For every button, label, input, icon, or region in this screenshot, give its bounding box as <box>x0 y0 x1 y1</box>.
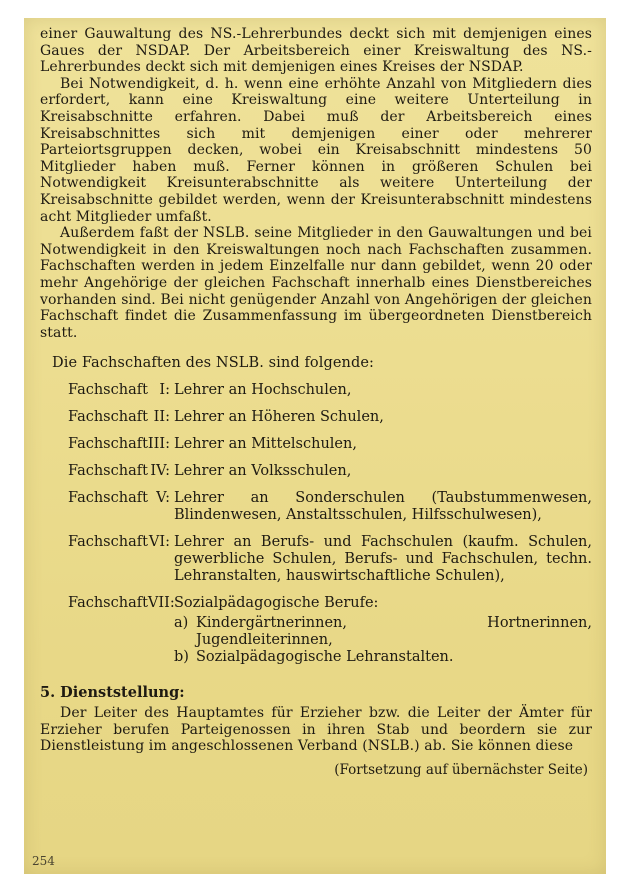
continuation-note: (Fortsetzung auf übernächster Seite) <box>334 762 588 779</box>
fachschaft-label: Fachschaft IV: <box>40 463 174 480</box>
sozialpaedagogik-sublist <box>174 615 592 666</box>
paragraph-dienststellung: Der Leiter des Hauptamtes für Erzieher bzw. die Leiter der Ämter für Erzieher berufen Parteigenossen in ihren Stab und beordern sie zur Dienstleistung im angeschlossenen Verband (NSLB.) ab. Sie können diese <box>40 705 592 755</box>
page-content <box>40 26 592 778</box>
fachschaft-description: Lehrer an Mittelschulen, <box>174 436 357 453</box>
fachschaft-number: II: <box>153 409 170 426</box>
fachschaft-description: Lehrer an Hochschulen, <box>174 382 352 399</box>
fachschaft-description: Lehrer an Volksschulen, <box>174 463 352 480</box>
fachschaft-item <box>40 534 592 585</box>
fachschaft-description: Lehrer an Berufs- und Fachschulen (kaufm. Schulen, gewerbliche Schulen, Berufs- und Fachschulen, techn. Lehranstalten, hauswirtschaftliche Schulen), <box>174 534 592 585</box>
fachschaften-intro: Die Fachschaften des NSLB. sind folgende: <box>52 355 375 372</box>
fachschaft-description: Lehrer an Höheren Schulen, <box>174 409 384 426</box>
sublist-item <box>174 649 592 666</box>
fachschaft-label: Fachschaft VII: <box>40 595 174 666</box>
fachschaft-item <box>40 382 592 399</box>
fachschaft-label: Fachschaft VI: <box>40 534 174 585</box>
fachschaft-item <box>40 436 592 453</box>
fachschaft-label: Fachschaft I: <box>40 382 174 399</box>
document-page <box>24 18 606 874</box>
fachschaft-label: Fachschaft V: <box>40 490 174 524</box>
fachschaft-number: I: <box>159 382 170 399</box>
fachschaft-label: Fachschaft II: <box>40 409 174 426</box>
fachschaft-item <box>40 595 592 666</box>
section-heading-dienststellung: 5. Dienststellung: <box>40 684 185 702</box>
sublist-item <box>174 615 592 649</box>
paragraph-kreisabschnitte: Bei Notwendigkeit, d. h. wenn eine erhöhte Anzahl von Mitgliedern dies erfordert, kann eine Kreiswaltung eine weitere Unterteilung in Kreisabschnitte erfahren. Dabei muß der Arbeitsbereich eines Kreisabschnittes sich mit demjenigen einer oder mehrerer Parteiortsgruppen decken, wobei ein Kreisabschnitt mindestens 50 Mitglieder haben muß. Ferner können in größeren Schulen bei Notwendigkeit Kreisunterabschnitte als weitere Unterteilung der Kreisabschnitte gebildet werden, wenn der Kreisunterabschnitt mindestens acht Mitglieder umfaßt. <box>40 75 592 225</box>
paragraph-fachschaften: Außerdem faßt der NSLB. seine Mitglieder in den Gauwaltungen und bei Notwendigkeit in den Kreiswaltungen noch nach Fachschaften zusammen. Fachschaften werden in jedem Einzelfalle nur dann gebildet, wenn 20 oder mehr Angehörige der gleichen Fachschaft innerhalb eines Dienstbereiches vorhanden sind. Bei nicht genügender Anzahl von Angehörigen der gleichen Fachschaft findet die Zusammenfassung im übergeordneten Dienstbereich statt. <box>40 225 592 341</box>
sublist-mark: b) <box>174 649 189 666</box>
fachschaft-description: Sozialpädagogische Berufe: a) Kindergärtnerinnen, Hortnerinnen, Jugendleiterinnen, b) Sozialpädagogische Lehranstalten. <box>174 595 592 666</box>
fachschaft-item <box>40 409 592 426</box>
fachschaften-list <box>40 382 592 666</box>
paragraph-gauwaltung: einer Gauwaltung des NS.-Lehrerbundes deckt sich mit demjenigen eines Gaues der NSDAP. Der Arbeitsbereich einer Kreiswaltung des NS.-Lehrerbundes deckt sich mit demjenigen eines Kreises der NSDAP. <box>40 26 592 76</box>
sublist-mark: a) <box>174 615 189 632</box>
page-number: 254 <box>32 854 55 868</box>
fachschaft-item <box>40 490 592 524</box>
sublist-text: Kindergärtnerinnen, Hortnerinnen, Jugendleiterinnen, <box>196 615 592 649</box>
fachschaft-number: III: <box>147 436 170 453</box>
fachschaft-number: VI: <box>148 534 170 551</box>
fachschaft-number: VII: <box>147 595 175 612</box>
fachschaft-description: Lehrer an Sonderschulen (Taubstummenwesen, Blindenwesen, Anstaltsschulen, Hilfsschulwesen), <box>174 490 592 524</box>
fachschaft-number: V: <box>156 490 170 507</box>
sublist-text: Sozialpädagogische Lehranstalten. <box>196 649 454 666</box>
fachschaft-item <box>40 463 592 480</box>
fachschaft-label: Fachschaft III: <box>40 436 174 453</box>
fachschaft-number: IV: <box>150 463 170 480</box>
